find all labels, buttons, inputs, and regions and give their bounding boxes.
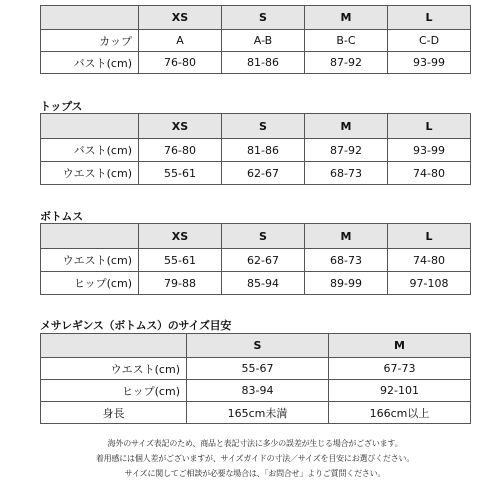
size-table-cut [40,5,471,74]
table-cell: 74-80 [388,249,471,272]
table-cell: C-D [388,30,471,52]
row-label: ウエスト(cm) [41,162,139,185]
section-title-tops: トップス [40,100,83,113]
table-row [41,249,471,272]
table-cell: 62-67 [222,249,305,272]
table-cell: A-B [222,30,305,52]
header-cell: M [329,334,471,358]
row-label: ウエスト(cm) [41,249,139,272]
table-cell: 83-94 [187,380,329,402]
row-label: ヒップ(cm) [41,272,139,295]
section-title-bottoms: ボトムス [40,210,83,223]
header-cell: S [187,334,329,358]
note-line: サイズに関してご相談が必要な場合は、「お問合せ」よりご質問ください。 [124,469,386,478]
table-cell: 68-73 [305,249,388,272]
table-cell: 76-80 [139,52,222,74]
table-header-row [41,224,471,249]
table-cell: 85-94 [222,272,305,295]
row-label: 身長 [41,402,187,424]
table-cell: 81-86 [222,52,305,74]
section-title-leggings: メサレギンス（ボトムス）のサイズ目安 [40,319,232,332]
table-row [41,162,471,185]
table-row [41,139,471,162]
table-row [41,52,471,74]
table-cell: 166cm以上 [329,402,471,424]
table-row [41,272,471,295]
table-cell: 67-73 [329,358,471,380]
table-cell: B-C [305,30,388,52]
header-corner-cell [41,334,187,358]
table-header-row [41,114,471,139]
table-cell: 87-92 [305,52,388,74]
table-cell: 68-73 [305,162,388,185]
table-cell: 55-61 [139,162,222,185]
table-row [41,402,471,424]
note-line: 着用感には個人差がございますが、サイズガイドの寸法／サイズを目安にお選びください。 [95,454,415,463]
table-cell: A [139,30,222,52]
table-cell: 62-67 [222,162,305,185]
table-row [41,358,471,380]
table-header-row [41,334,471,358]
header-corner-cell [41,224,139,249]
table-cell: 89-99 [305,272,388,295]
size-table-bottoms [40,223,471,295]
row-label: バスト(cm) [41,52,139,74]
header-cell: XS [139,6,222,30]
header-cell: M [305,224,388,249]
header-cell: S [222,224,305,249]
header-cell: S [222,114,305,139]
row-label: バスト(cm) [41,139,139,162]
header-cell: L [388,6,471,30]
header-corner-cell [41,6,139,30]
table-cell: 92-101 [329,380,471,402]
header-cell: L [388,114,471,139]
table-cell: 74-80 [388,162,471,185]
size-notes [40,436,470,481]
header-corner-cell [41,114,139,139]
table-cell: 55-61 [139,249,222,272]
row-label: ヒップ(cm) [41,380,187,402]
header-cell: S [222,6,305,30]
table-cell: 97-108 [388,272,471,295]
header-cell: M [305,6,388,30]
note-line: 海外のサイズ表記のため、商品と表記寸法に多少の誤差が生じる場合がございます。 [107,439,403,448]
table-row [41,30,471,52]
table-cell: 165cm未満 [187,402,329,424]
size-table-leggings [40,333,471,424]
table-cell: 93-99 [388,52,471,74]
row-label: ウエスト(cm) [41,358,187,380]
size-table-tops [40,113,471,185]
table-cell: 55-67 [187,358,329,380]
header-cell: XS [139,114,222,139]
table-cell: 87-92 [305,139,388,162]
header-cell: M [305,114,388,139]
header-cell: L [388,224,471,249]
table-cell: 76-80 [139,139,222,162]
table-cell: 79-88 [139,272,222,295]
table-row [41,380,471,402]
table-header-row [41,6,471,30]
table-cell: 93-99 [388,139,471,162]
row-label: カップ [41,30,139,52]
table-cell: 81-86 [222,139,305,162]
header-cell: XS [139,224,222,249]
